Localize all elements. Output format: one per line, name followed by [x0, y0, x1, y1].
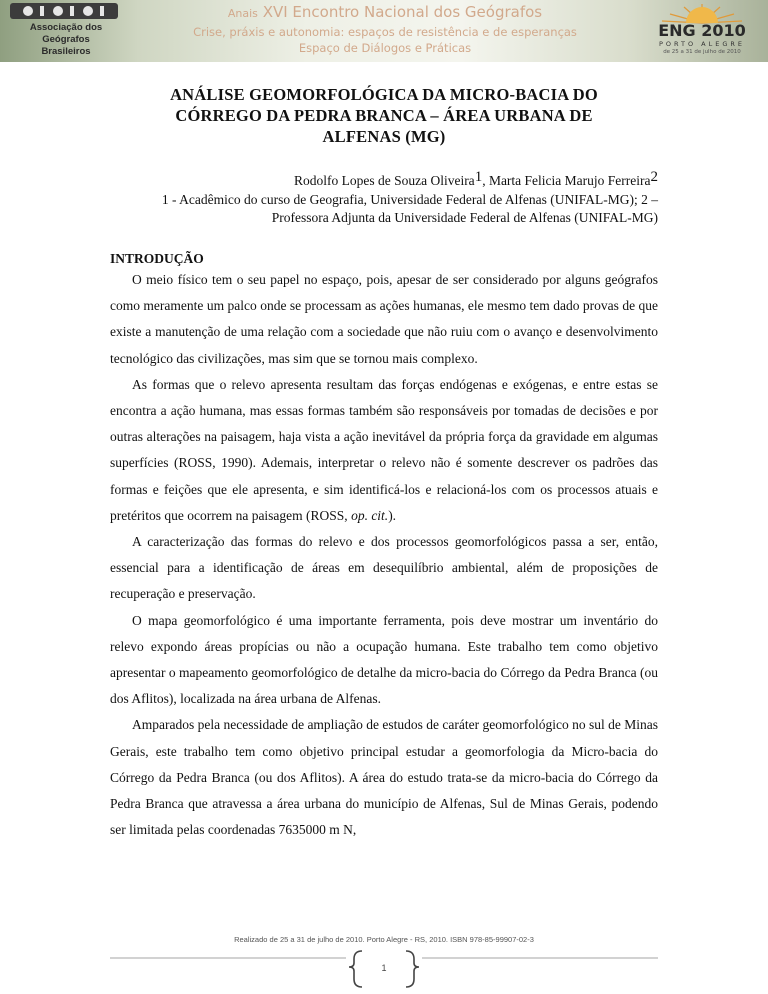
paragraph: As formas que o relevo apresenta resultam das forças endógenas e exógenas, e entre estas se encontra a ação humana, mas essas formas também são responsáveis por tomadas de decisões e por outras alterações na paisagem, haja vista a ação inevitável da própria força da gravidade em algumas superfícies (ROSS, 1990). Ademais, interpretar o relevo não é somente descrever os padrões das formas e feições que ele apresenta, e sim identificá-los e relacioná-los com os processos atuais e pretéritos que ocorrem na paisagem (ROSS, op. cit.). [110, 376, 658, 523]
section-heading: INTRODUÇÃO [110, 251, 204, 266]
event-subtitle: Crise, práxis e autonomia: espaços de resistência e de esperanças [193, 25, 577, 39]
paragraph: Amparados pela necessidade de ampliação de estudos de caráter geomorfológico no sul de Minas Gerais, este trabalho tem como objetivo principal estudar a geomorfologia da Micro-bacia do Córrego da Pedra Branca (ou dos Aflitos). A área do estudo trata-se da micro-bacia do Córrego da Pedra Branca que atravessa a área urbana do município de Alfenas, Sul de Minas Gerais, podendo ser limitada pelas coordenadas 7635000 m N, [110, 717, 658, 838]
agb-logo-mark [10, 2, 118, 20]
event-title: Anais XVI Encontro Nacional dos Geógrafos [227, 3, 543, 21]
agb-logo [6, 2, 126, 60]
paragraph: A caracterização das formas do relevo e dos processos geomorfológicos passa a ser, então, essencial para a identificação de áreas em desequilíbrio ambiental, além de proposições de recuperação e preservação. [110, 534, 658, 602]
conference-header [0, 0, 768, 62]
paragraph: O mapa geomorfológico é uma importante ferramenta, pois deve mostrar um inventário do relevo expondo áreas propícias ou não a ocupação humana. Este trabalho tem como objetivo apresentar o mapeamento geomorfológico de detalhe da micro-bacia do Córrego da Pedra Branca (ou dos Aflitos), localizada na área urbana de Alfenas. [110, 612, 658, 707]
affiliations: 1 - Acadêmico do curso de Geografia, Universidade Federal de Alfenas (UNIFAL-MG); 2 – Professora Adjunta da Universidade Federal de Alfenas (UNIFAL-MG) [161, 192, 658, 225]
paragraph: O meio físico tem o seu papel no espaço, pois, apesar de ser considerado por alguns geógrafos como meramente um palco onde se processam as ações humanas, ele mesmo tem dado provas de que existe a manutenção de uma relação com a sociedade que não ruiu com o avanço e desenvolvimento tecnológico das civilizações, mas sim que se tornou mais complexo. [110, 272, 658, 366]
author-line: Rodolfo Lopes de Souza Oliveira$^1$, Marta Felicia Marujo Ferreira$^2$ [293, 169, 658, 188]
body-text [110, 267, 658, 843]
event-space: Espaço de Diálogos e Práticas [298, 41, 472, 55]
header-event-info [150, 2, 620, 57]
footer-note: Realizado de 25 a 31 de julho de 2010. Porto Alegre - RS, 2010. ISBN 978-85-99907-02-3 [234, 935, 534, 944]
eng-2010-logo: ENG 2010 PORTO ALEGRE de 25 a 31 de julho de 2010 [640, 2, 764, 60]
page-number: 1 [381, 963, 387, 973]
paper-title: ANÁLISE GEOMORFOLÓGICA DA MICRO-BACIA DO CÓRREGO DA PEDRA BRANCA – ÁREA URBANA DE ALFENAS (MG) [170, 85, 598, 146]
agb-logo-text: Associação dos Geógrafos Brasileiros [29, 22, 103, 57]
